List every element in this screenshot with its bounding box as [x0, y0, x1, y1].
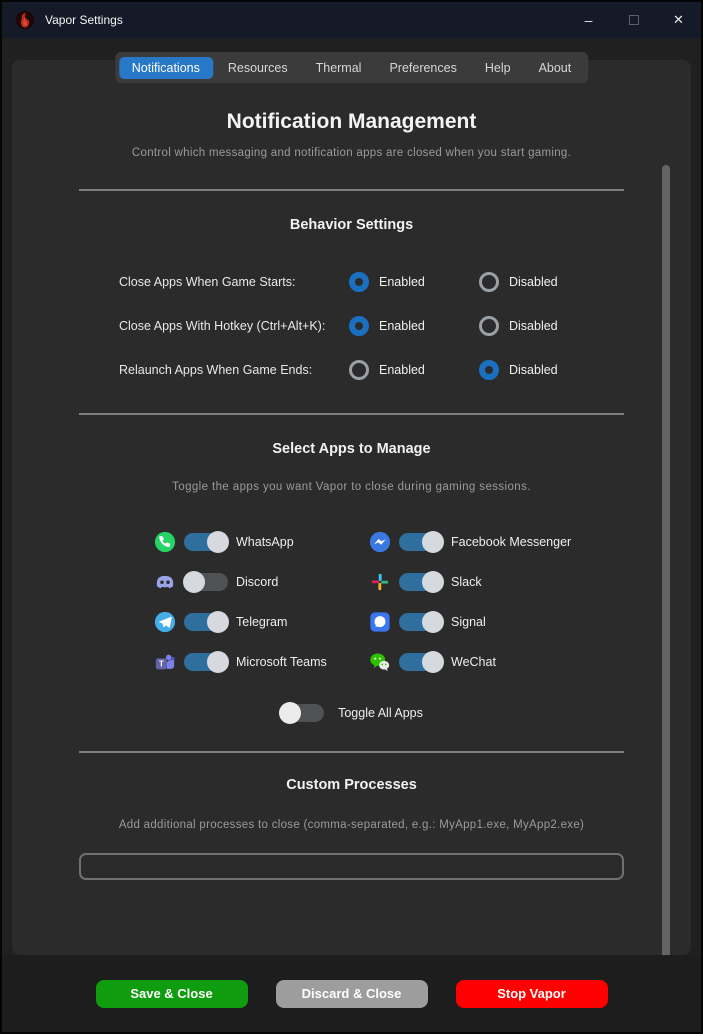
slack-icon	[369, 571, 391, 593]
telegram-toggle[interactable]	[184, 613, 228, 631]
radio-icon[interactable]	[479, 360, 499, 380]
stop-vapor-button[interactable]: Stop Vapor	[456, 980, 608, 1008]
page-subtitle: Control which messaging and notification apps are closed when you start gaming.	[131, 147, 572, 159]
discord-icon	[154, 571, 176, 593]
app-row-teams: T Microsoft Teams	[154, 649, 369, 675]
toggle-knob	[207, 611, 229, 633]
wechat-icon	[369, 651, 391, 673]
custom-processes-subtitle: Add additional processes to close (comma-separated, e.g.: MyApp1.exe, MyApp2.exe)	[118, 819, 585, 831]
maximize-icon	[629, 15, 639, 25]
tab-about[interactable]: About	[538, 60, 572, 75]
tab-resources[interactable]: Resources	[227, 60, 288, 75]
toggle-knob	[207, 531, 229, 553]
signal-toggle[interactable]	[399, 613, 443, 631]
titlebar	[2, 2, 701, 38]
radio-disabled-relaunch[interactable]: Disabled	[479, 360, 609, 380]
toggle-knob	[279, 702, 301, 724]
tab-thermal[interactable]: Thermal	[315, 60, 362, 75]
vapor-app-icon	[15, 10, 35, 30]
custom-processes-input[interactable]	[79, 853, 624, 880]
select-apps-subtitle: Toggle the apps you want Vapor to close during gaming sessions.	[172, 481, 531, 493]
radio-icon[interactable]	[479, 316, 499, 336]
radio-disabled-game-start[interactable]: Disabled	[479, 272, 609, 292]
slack-toggle[interactable]	[399, 573, 443, 591]
tab-preferences[interactable]: Preferences	[389, 60, 457, 75]
toggle-knob	[422, 531, 444, 553]
behavior-row-game-start	[79, 267, 624, 297]
discord-toggle[interactable]	[184, 573, 228, 591]
behavior-settings-title: Behavior Settings	[289, 217, 414, 233]
messenger-icon	[369, 531, 391, 553]
divider	[79, 189, 624, 191]
app-toggle-grid	[154, 529, 624, 675]
behavior-row-label: Relaunch Apps When Game Ends:	[119, 363, 313, 377]
teams-icon	[154, 651, 176, 673]
wechat-toggle[interactable]	[399, 653, 443, 671]
signal-icon	[369, 611, 391, 633]
radio-enabled-game-start[interactable]: Enabled	[349, 272, 479, 292]
tab-bar	[115, 52, 588, 83]
select-apps-title: Select Apps to Manage	[272, 441, 431, 457]
svg-text:T: T	[158, 659, 164, 669]
radio-icon[interactable]	[349, 360, 369, 380]
toggle-knob	[422, 611, 444, 633]
toggle-knob	[422, 571, 444, 593]
divider	[79, 751, 624, 753]
behavior-row-label: Close Apps With Hotkey (Ctrl+Alt+K):	[119, 319, 326, 333]
page-title: Notification Management	[226, 110, 477, 133]
app-row-signal: Signal	[369, 609, 584, 635]
messenger-toggle[interactable]	[399, 533, 443, 551]
toggle-knob	[207, 651, 229, 673]
app-row-whatsapp: WhatsApp	[154, 529, 369, 555]
radio-icon[interactable]	[479, 272, 499, 292]
app-row-wechat: WeChat	[369, 649, 584, 675]
divider	[79, 413, 624, 415]
app-row-messenger: Facebook Messenger	[369, 529, 584, 555]
toggle-all-row	[79, 700, 624, 726]
toggle-all-switch[interactable]	[280, 704, 324, 722]
toggle-knob	[422, 651, 444, 673]
close-button[interactable]: ✕	[673, 12, 684, 27]
behavior-row-label: Close Apps When Game Starts:	[119, 275, 296, 289]
scrollbar-thumb[interactable]	[662, 165, 670, 990]
save-close-button[interactable]: Save & Close	[96, 980, 248, 1008]
maximize-button[interactable]	[611, 2, 656, 38]
toggle-all-label: Toggle All Apps	[338, 706, 423, 720]
tab-notifications[interactable]: Notifications	[119, 57, 213, 79]
toggle-knob	[183, 571, 205, 593]
app-row-telegram: Telegram	[154, 609, 369, 635]
whatsapp-icon	[154, 531, 176, 553]
behavior-row-relaunch	[79, 355, 624, 385]
radio-enabled-relaunch[interactable]: Enabled	[349, 360, 479, 380]
radio-icon[interactable]	[349, 272, 369, 292]
custom-processes-title: Custom Processes	[286, 777, 417, 793]
window-title: Vapor Settings	[45, 13, 123, 27]
telegram-icon	[154, 611, 176, 633]
radio-disabled-hotkey[interactable]: Disabled	[479, 316, 609, 336]
notifications-panel	[12, 60, 691, 955]
minimize-button[interactable]: –	[584, 12, 593, 28]
footer-bar	[2, 955, 701, 1032]
radio-icon[interactable]	[349, 316, 369, 336]
app-row-slack: Slack	[369, 569, 584, 595]
behavior-row-hotkey	[79, 311, 624, 341]
tab-help[interactable]: Help	[484, 60, 511, 75]
app-row-discord: Discord	[154, 569, 369, 595]
discard-close-button[interactable]: Discard & Close	[276, 980, 428, 1008]
whatsapp-toggle[interactable]	[184, 533, 228, 551]
teams-toggle[interactable]	[184, 653, 228, 671]
radio-enabled-hotkey[interactable]: Enabled	[349, 316, 479, 336]
